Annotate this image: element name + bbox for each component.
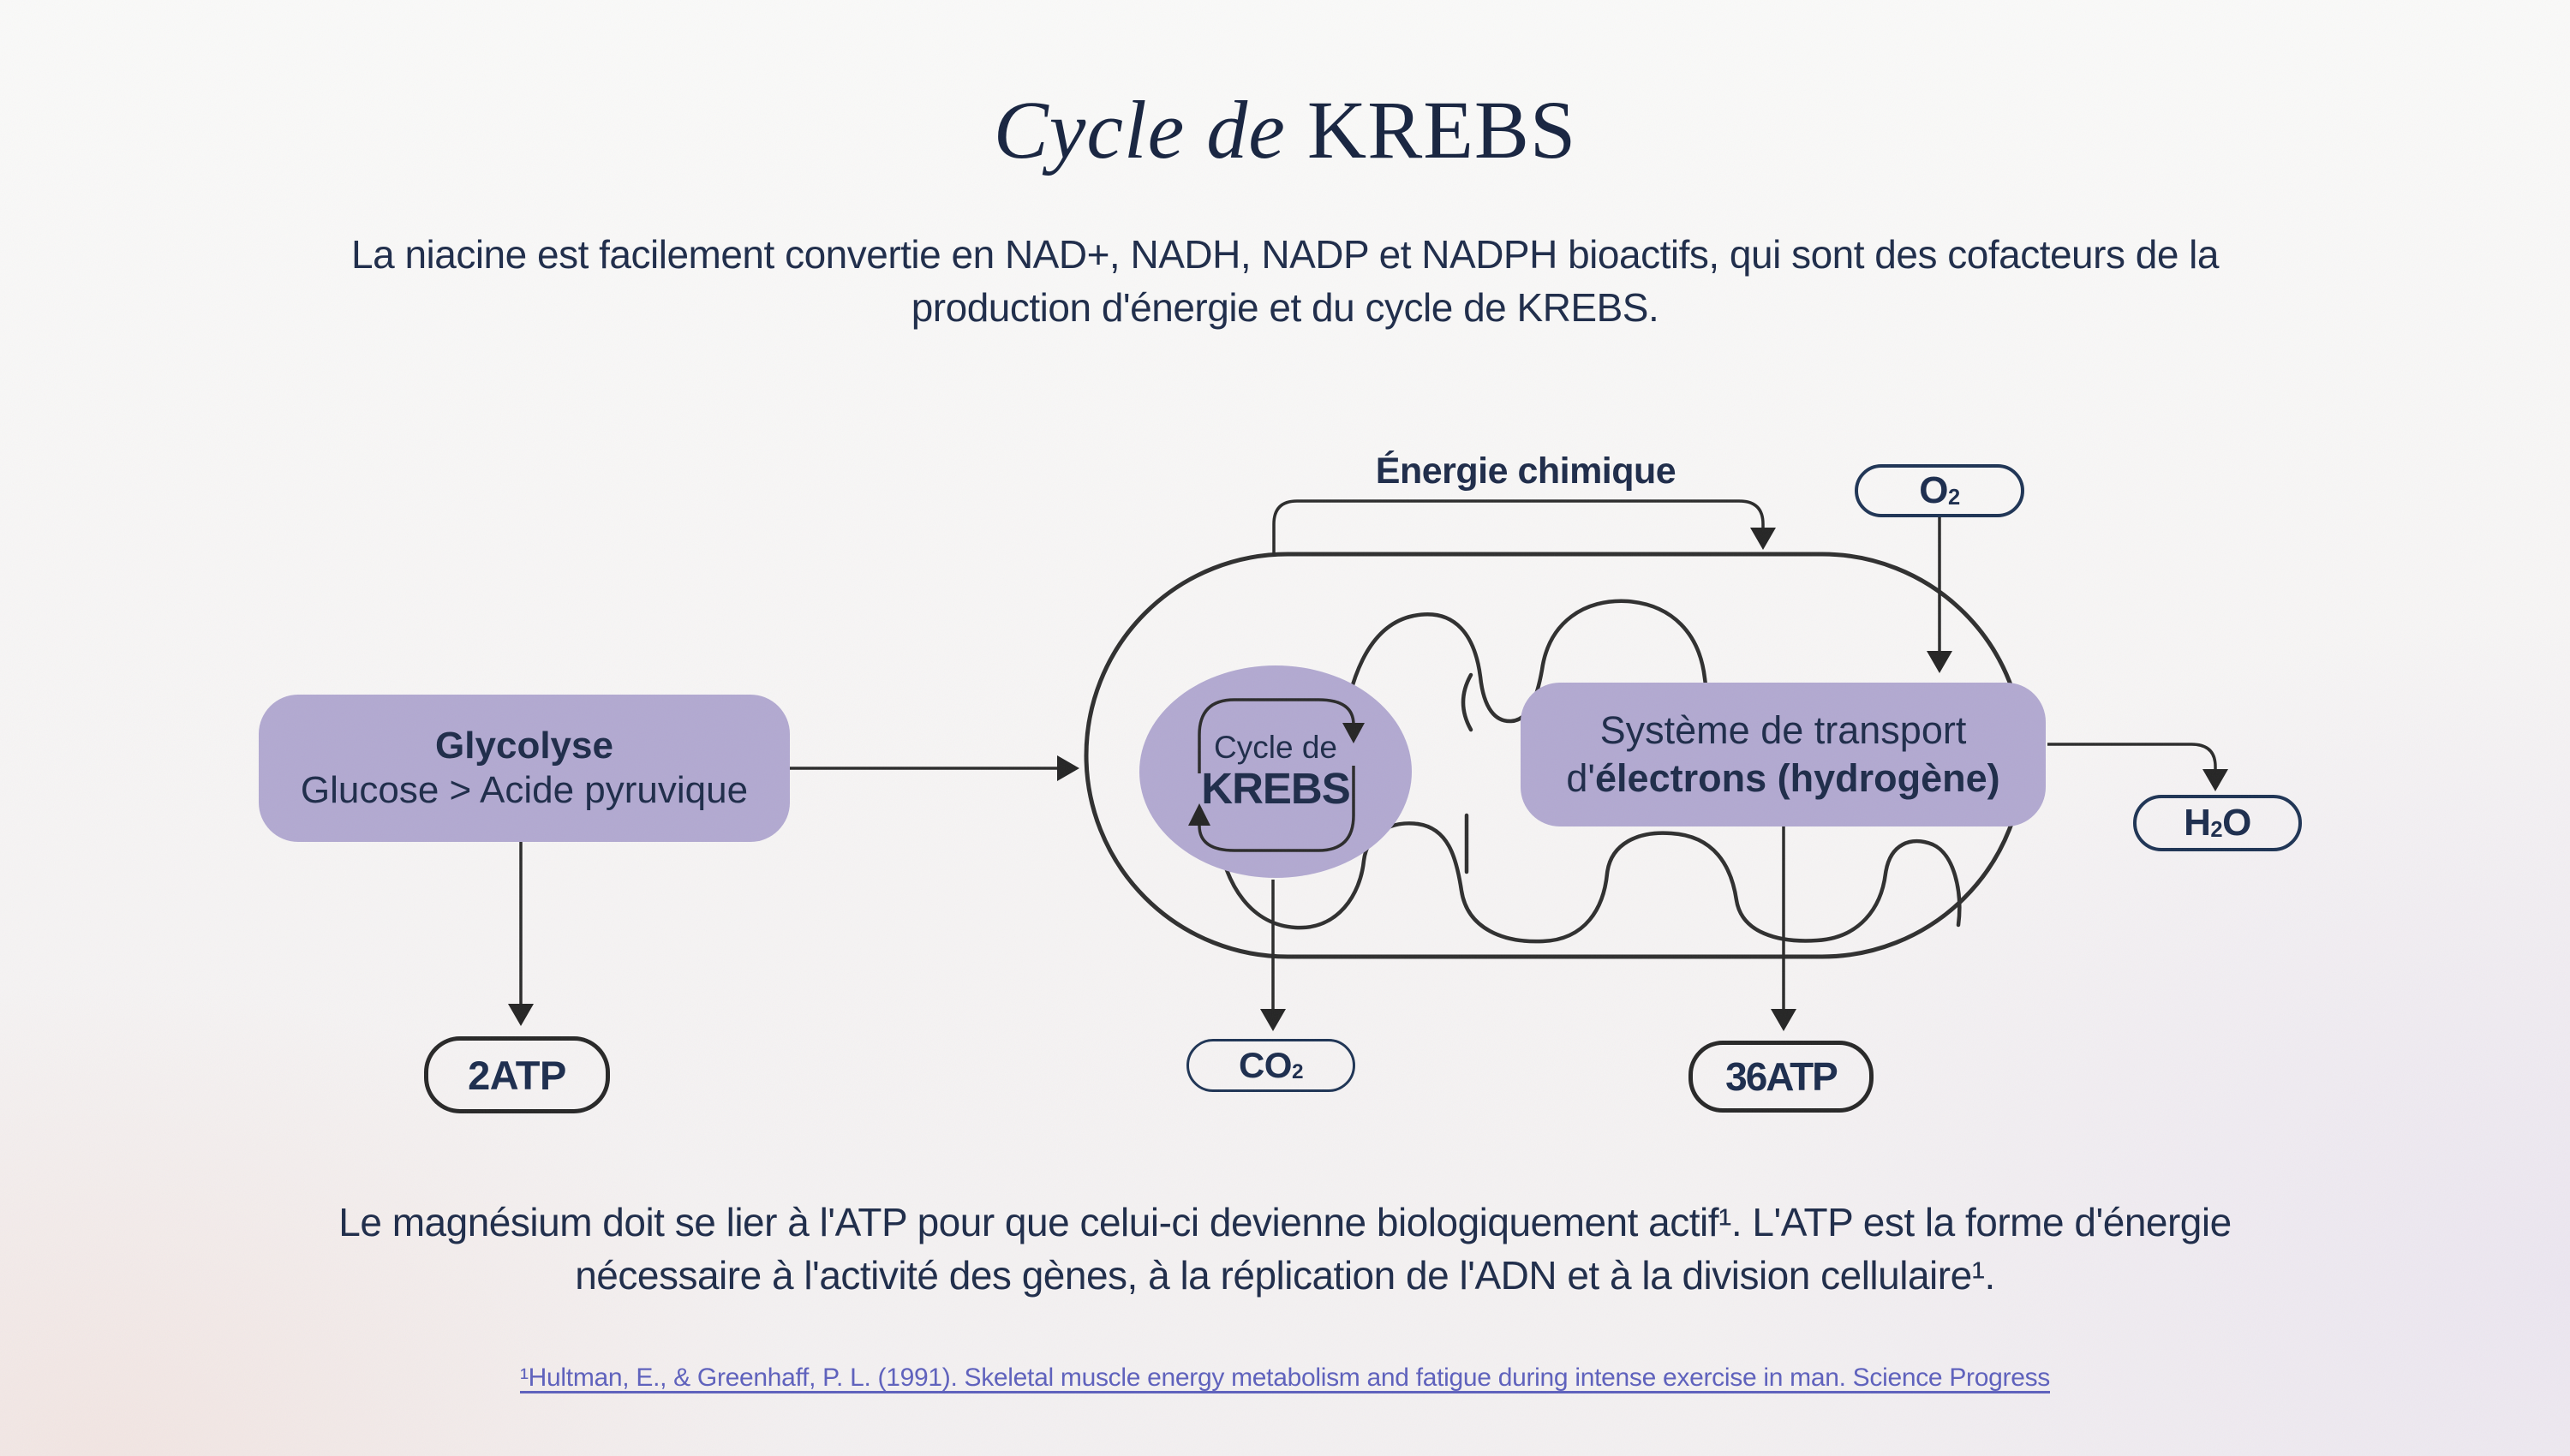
arrowhead-to-co2 xyxy=(1260,1009,1286,1031)
citation-link[interactable]: ¹Hultman, E., & Greenhaff, P. L. (1991). Skeletal muscle energy metabolism and fatigue during intense exercise in man. Science Progress xyxy=(519,1364,2050,1392)
2atp-pill: 2ATP xyxy=(424,1036,610,1113)
arrowhead-to-h2o xyxy=(2202,769,2228,791)
36atp-pill: 36ATP xyxy=(1688,1041,1874,1113)
h2o-pill: H 2 O xyxy=(2133,795,2302,851)
title-caps-part: KREBS xyxy=(1306,84,1577,176)
krebs-label-line1: Cycle de xyxy=(1214,729,1337,765)
chemical-energy-label: Énergie chimique xyxy=(1375,451,1676,492)
o2-subscript: 2 xyxy=(1948,485,1960,510)
arrow-transport-to-h2o xyxy=(2047,744,2215,769)
krebs-label-line2: KREBS xyxy=(1201,764,1350,814)
arrowhead-chemical-energy xyxy=(1750,528,1776,550)
arrowhead-o2 xyxy=(1927,651,1952,673)
intro-line2: production d'énergie et du cycle de KREBS. xyxy=(911,285,1659,330)
h2o-subscript: 2 xyxy=(2210,817,2223,842)
arrowhead-to-2atp xyxy=(508,1004,534,1026)
outro-line2: nécessaire à l'activité des gènes, à la réplication de l'ADN et à la division cellulaire¹. xyxy=(575,1253,1995,1298)
intro-line1: La niacine est facilement convertie en NAD+, NADH, NADP et NADPH bioactifs, qui sont des cofacteurs de la xyxy=(351,232,2219,277)
arrow-chemical-energy-bracket xyxy=(1274,501,1763,557)
krebs-circle-label xyxy=(1139,665,1412,878)
outro-line1: Le magnésium doit se lier à l'ATP pour que celui-ci devienne biologiquement actif¹. L'ATP est la forme d'énergie xyxy=(338,1200,2232,1244)
o2-pill: O 2 xyxy=(1855,464,2024,517)
co2-pill: CO 2 xyxy=(1186,1039,1355,1092)
transport-line2: d'électrons (hydrogène) xyxy=(1566,756,2000,800)
transport-line1: Système de transport xyxy=(1599,708,1967,752)
title-italic-part: Cycle de xyxy=(993,84,1286,176)
co2-subscript: 2 xyxy=(1291,1059,1304,1083)
arrowhead-into-mitochondrion xyxy=(1057,755,1079,781)
glycolyse-reaction: Glucose > Acide pyruvique xyxy=(300,769,749,811)
arrowhead-to-36atp xyxy=(1771,1009,1796,1031)
glycolyse-title: Glycolyse xyxy=(435,725,613,767)
